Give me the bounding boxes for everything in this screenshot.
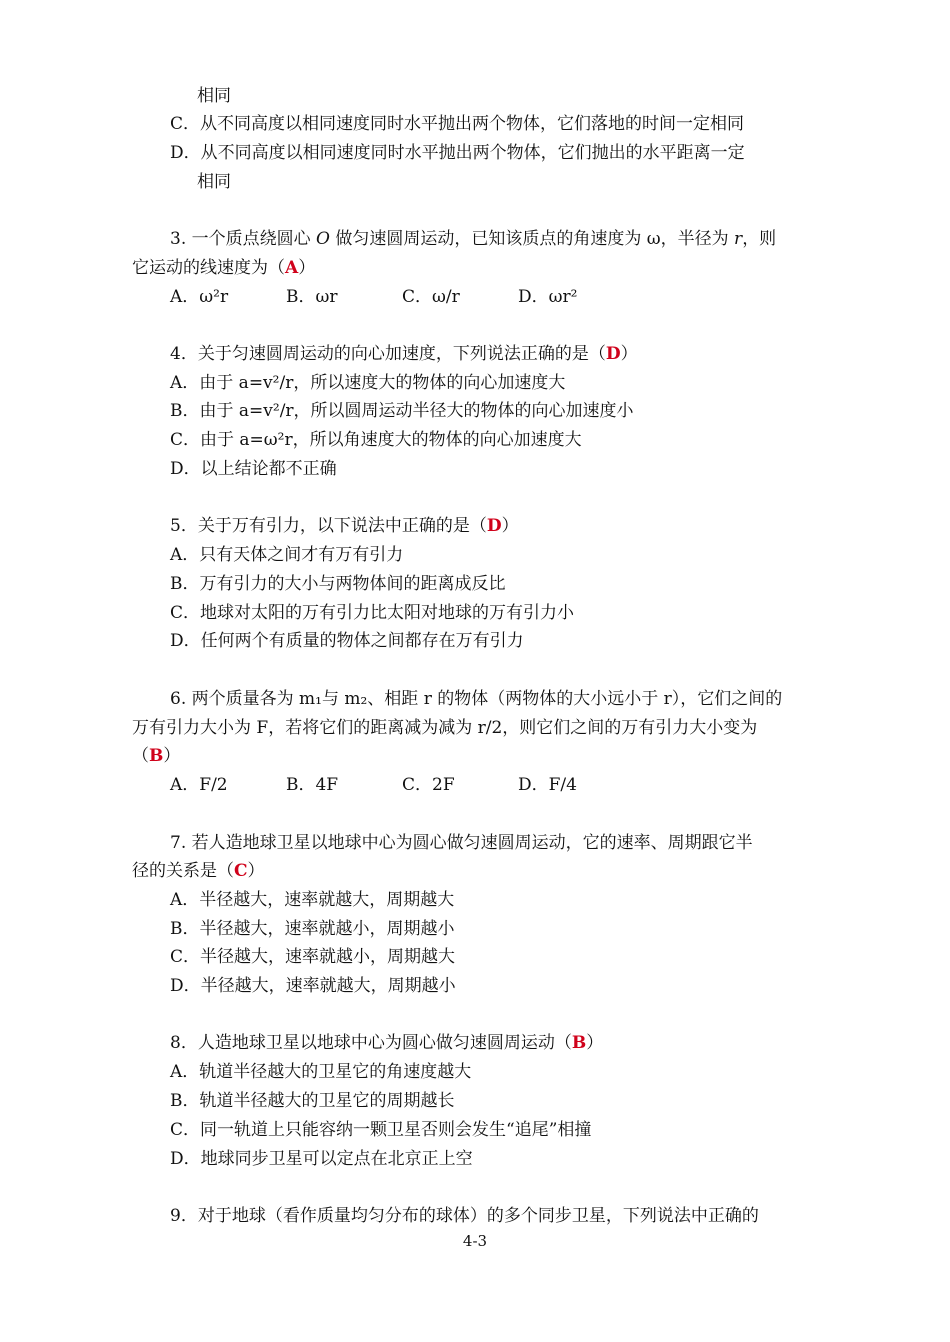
q7-close: ） — [247, 861, 265, 881]
q7-stem-continuation — [132, 859, 265, 883]
q5-option-d: D．任何两个有质量的物体之间都存在万有引力 — [170, 631, 524, 651]
q2-option-c: C．从不同高度以相同速度同时水平抛出两个物体，它们落地的时间一定相同 — [170, 114, 745, 134]
q3-answer: A — [285, 258, 299, 278]
q4-option-d: D．以上结论都不正确 — [170, 459, 337, 479]
q4-option-a: A．由于 a=v²/r，所以速度大的物体的向心加速度大 — [170, 373, 566, 393]
page-number: 4-3 — [462, 1232, 488, 1250]
q3-stem-part1: 3. 一个质点绕圆心 — [170, 229, 317, 249]
q8-option-c: C．同一轨道上只能容纳一颗卫星否则会发生“追尾”相撞 — [170, 1120, 592, 1140]
q8-option-a: A．轨道半径越大的卫星它的角速度越大 — [170, 1062, 472, 1082]
q8-close: ） — [586, 1033, 604, 1053]
q9-stem: 9．对于地球（看作质量均匀分布的球体）的多个同步卫星，下列说法中正确的 — [170, 1206, 759, 1226]
q3-choice-c: C．ω/r — [402, 287, 460, 307]
q6-answer: B — [149, 746, 164, 766]
q7-stem-cont-text: 径的关系是（ — [132, 861, 234, 881]
q3-stem-cont-text: 它运动的线速度为（ — [132, 258, 285, 278]
q3-choice-d: D．ωr² — [518, 287, 578, 307]
q3-stem-part3: ，则 — [742, 229, 777, 249]
q4-answer: D — [605, 344, 621, 364]
q4-option-c: C．由于 a=ω²r，所以角速度大的物体的向心加速度大 — [170, 430, 582, 450]
q3-stem-center: O — [316, 229, 330, 249]
q6-answer-line — [132, 744, 180, 768]
q3-choice-a: A．ω²r — [170, 287, 229, 307]
q5-option-b: B．万有引力的大小与两物体间的距离成反比 — [170, 574, 506, 594]
q6-choice-d: D．F/4 — [518, 775, 577, 795]
q8-answer: B — [571, 1033, 587, 1053]
q4-close: ） — [620, 344, 638, 364]
q6-close: ） — [163, 746, 181, 766]
q7-stem: 7. 若人造地球卫星以地球中心为圆心做匀速圆周运动，它的速率、周期跟它半 — [170, 833, 753, 853]
q4-option-b: B．由于 a=v²/r，所以圆周运动半径大的物体的向心加速度小 — [170, 401, 634, 421]
q7-option-c: C．半径越大，速率就越小，周期越大 — [170, 947, 456, 967]
q5-answer: D — [486, 516, 502, 536]
q5-close: ） — [501, 516, 519, 536]
q5-stem-text: 5．关于万有引力，以下说法中正确的是（ — [170, 516, 487, 536]
q2-option-b-continuation: 相同 — [197, 86, 231, 106]
q6-choice-c: C．2F — [402, 775, 455, 795]
q8-option-b: B．轨道半径越大的卫星它的周期越长 — [170, 1091, 455, 1111]
q5-stem — [170, 514, 519, 538]
q3-stem-continuation — [132, 256, 315, 280]
q8-option-d: D．地球同步卫星可以定点在北京正上空 — [170, 1149, 473, 1169]
q4-stem-text: 4．关于匀速圆周运动的向心加速度，下列说法正确的是（ — [170, 344, 606, 364]
q3-choice-b: B．ωr — [286, 287, 338, 307]
q8-stem-text: 8．人造地球卫星以地球中心为圆心做匀速圆周运动（ — [170, 1033, 572, 1053]
q4-stem — [170, 342, 638, 366]
q6-choice-b: B．4F — [286, 775, 339, 795]
q6-choice-a: A．F/2 — [170, 775, 228, 795]
q5-option-c: C．地球对太阳的万有引力比太阳对地球的万有引力小 — [170, 603, 575, 623]
q5-option-a: A．只有天体之间才有万有引力 — [170, 545, 404, 565]
q7-answer: C — [234, 861, 248, 881]
q2-option-d: D．从不同高度以相同速度同时水平抛出两个物体，它们抛出的水平距离一定 — [170, 143, 745, 163]
q3-stem — [170, 227, 776, 251]
q6-open: （ — [132, 746, 149, 766]
q6-stem: 6. 两个质量各为 m₁与 m₂、相距 r 的物体（两物体的大小远小于 r），它们之间的 — [170, 689, 783, 709]
q2-option-d-continuation: 相同 — [197, 172, 231, 192]
q7-option-d: D．半径越大，速率就越大，周期越小 — [170, 976, 456, 996]
q3-stem-part2: 做匀速圆周运动，已知该质点的角速度为 ω，半径为 — [329, 229, 735, 249]
q6-stem-continuation: 万有引力大小为 F，若将它们的距离减为减为 r/2，则它们之间的万有引力大小变为 — [132, 718, 758, 738]
q7-option-a: A．半径越大，速率就越大，周期越大 — [170, 890, 455, 910]
q3-stem-radius: r — [734, 229, 743, 249]
q7-option-b: B．半径越大，速率就越小，周期越小 — [170, 919, 455, 939]
q3-close: ） — [298, 258, 316, 278]
q8-stem — [170, 1031, 603, 1055]
